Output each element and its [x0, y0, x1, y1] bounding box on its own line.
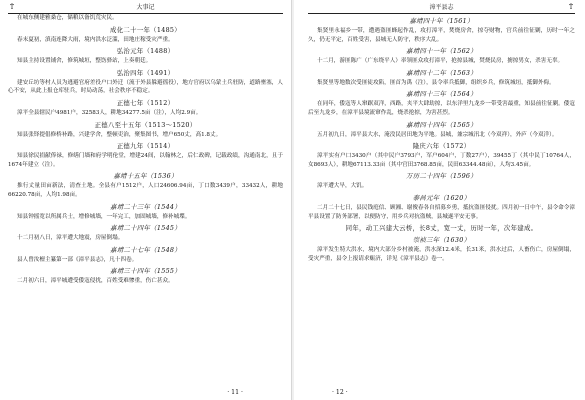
entry-paragraph: 县人曾汝檀主纂第一部《漳平县志》，凡十四卷。: [17, 256, 138, 263]
year-heading: 嘉靖二十七年（1548）: [110, 245, 181, 254]
entry-paragraph: 五月初九日，漳平县大水，淹没民居田地为平地。县城，兼宗城汛北（今双祥），外庐（今双洋）。: [317, 131, 558, 138]
year-heading: 隆庆六年（1572）: [412, 142, 471, 151]
year-heading: 万历二十四年（1596）: [406, 172, 477, 181]
entry-paragraph: 推行丈量田亩新法，清查土地。全县有户1512户，人口24606.94亩，丁口数3439户，33432人，耕地66220.78亩，人均1.98亩。: [8, 183, 283, 198]
entry-paragraph: 二月二十七日，县民钱庭信、顾湘、谢俊春各自招募乡勇，抵抗盗匪侵扰。四月初一日中午，县令命令漳平县设置了防务部署，以便防守，用乡兵对抗盗贼，县城遂平安无事。: [308, 204, 575, 220]
year-heading: 崇祯三年（1630）: [412, 236, 471, 245]
year-heading: 嘉靖四十三年（1564）: [406, 90, 477, 99]
entry-paragraph: 建安丘坊等村人员为逃避官府差役户口外迁（流于外县躲避徭役），地方官府以乌蒙土兵驻防，道路壅塞，人心不安，从此上报仓库驻兵，时局动荡，社会秩序不稳定。: [8, 79, 283, 95]
year-heading: 泰昌元年（1620）: [412, 193, 471, 202]
right-header-corner-mark: Ť: [568, 4, 573, 11]
entry-paragraph: 知县徐民捐献俸禄，修缮门墙和府学明伦堂，增建24间，以翰林之，后仁政碑，记载政绩，沟通南北，且于1674年建立（注）。: [8, 153, 283, 168]
left-page-body: [8, 14, 283, 286]
entry-paragraph: 十二月初八日，漳平遭大地震，房屋倒塌。: [17, 235, 124, 242]
right-page: [294, 0, 585, 400]
entry-paragraph: 漳平全县辖民户4981户，32583人，耕地34277.5亩（注），人均2.9亩。: [17, 109, 202, 116]
entry-paragraph: 知县钟摇宽以所属兵士，增修城墙，一年完工，加固城墙，修补城堞。: [17, 213, 191, 220]
entry-paragraph: 春末夏初，滇南连降大雨，境内洪水泛滥，田地庄稼受灾严重。: [17, 36, 174, 43]
year-heading: 嘉靖四十四年（1565）: [406, 120, 477, 129]
entry-paragraph: 在城东侧建雅桑仓，储粮以备饥荒灾民。: [17, 15, 118, 21]
right-header-title: 漳平县志: [429, 4, 454, 11]
year-heading: 嘉靖二十三年（1544）: [110, 202, 181, 211]
entry-paragraph: 知县主持设置铺舍，修筑城垣，整饬驿站，上奏朝廷。: [17, 58, 152, 65]
year-heading: 同年，动工兴建大云桥，长8丈，宽一丈，历时一年，次年建成。: [345, 224, 538, 233]
entry-paragraph: 集贤里永福乡一带，遭遇盗匪蜂起作乱，攻打漳平，焚烧房舍，掠夺财物，官兵前往征剿，历时一年之久，仍无平定，百姓受害，县城无人防守，秩序大乱。: [308, 28, 575, 43]
left-header-title: 大事记: [136, 4, 155, 11]
year-heading: 弘治四年（1491）: [116, 68, 175, 77]
left-page: [0, 0, 292, 400]
left-running-header: [8, 3, 283, 14]
year-heading: 弘治元年（1488）: [116, 47, 175, 56]
year-heading: 正德七年（1512）: [116, 98, 175, 107]
year-heading: 嘉靖十五年（1536）: [113, 172, 178, 181]
right-page-number: · 12 ·: [332, 389, 348, 396]
left-header-corner-mark: Ť: [10, 4, 15, 11]
year-heading: 成化二十一年（1485）: [110, 25, 181, 34]
right-page-body: [308, 16, 575, 263]
year-heading: 嘉靖四十年（1561）: [409, 17, 474, 25]
entry-paragraph: 集贤里等地数次受匪徒攻陷，匪首为禹（注），县令率兵抵御，组织乡兵，修筑城垣，抵御外侮。: [317, 79, 555, 86]
year-heading: 正德九年（1514）: [116, 142, 175, 151]
left-page-number: · 11 ·: [227, 389, 243, 396]
entry-paragraph: 漳平遭大旱，大饥。: [317, 183, 368, 190]
entry-paragraph: 二月初六日，漳平城遭受倭寇侵扰，百姓受难惨重，伤亡甚众。: [17, 278, 174, 285]
right-running-header: [308, 3, 575, 14]
year-heading: 嘉靖二十四年（1545）: [110, 224, 181, 233]
year-heading: 嘉靖三十四年（1555）: [110, 267, 181, 276]
year-heading: 嘉靖四十一年（1562）: [406, 47, 477, 56]
entry-paragraph: 漳平实有户口3430户（其中民户3793户，军户604户，丁数27户），39455丁（其中民丁10764人，女8693人），耕地67113.33亩（其中官田3768.85亩，民田63344.48亩），人均3.45亩。: [308, 153, 575, 168]
entry-paragraph: 十二月，游匪陈广（广东绕平人）率领匪众攻打漳平，抢掠县城，焚烧民房，掳掠男女，杀害无辜。: [317, 58, 564, 65]
entry-paragraph: 漳平发生特大洪水，境内大部分乡村被淹，洪水深12.4米，长31米，洪水过后，人畜伤亡，房屋倒塌，受灾严重，县令上报请求赈济，详见《漳平县志》卷一。: [308, 247, 575, 262]
entry-paragraph: 在同年，倭寇等人窜踞双洋，西路，夹平大肆劫掠，以东洋里九龙乡一带受害最重，知县前往征剿。倭寇后至九龙乡，在漳平县境流窜作乱，烧杀抢掠，为害甚烈。: [308, 101, 575, 116]
year-heading: 嘉靖四十二年（1563）: [406, 68, 477, 77]
entry-paragraph: 知县张铎提倡修桥补路，兴建学舍，整顿吏治，聚集图书，增户650丈，高1.8丈。: [17, 131, 222, 138]
year-heading: 正德八至十五年（1513～1520）: [94, 120, 197, 129]
